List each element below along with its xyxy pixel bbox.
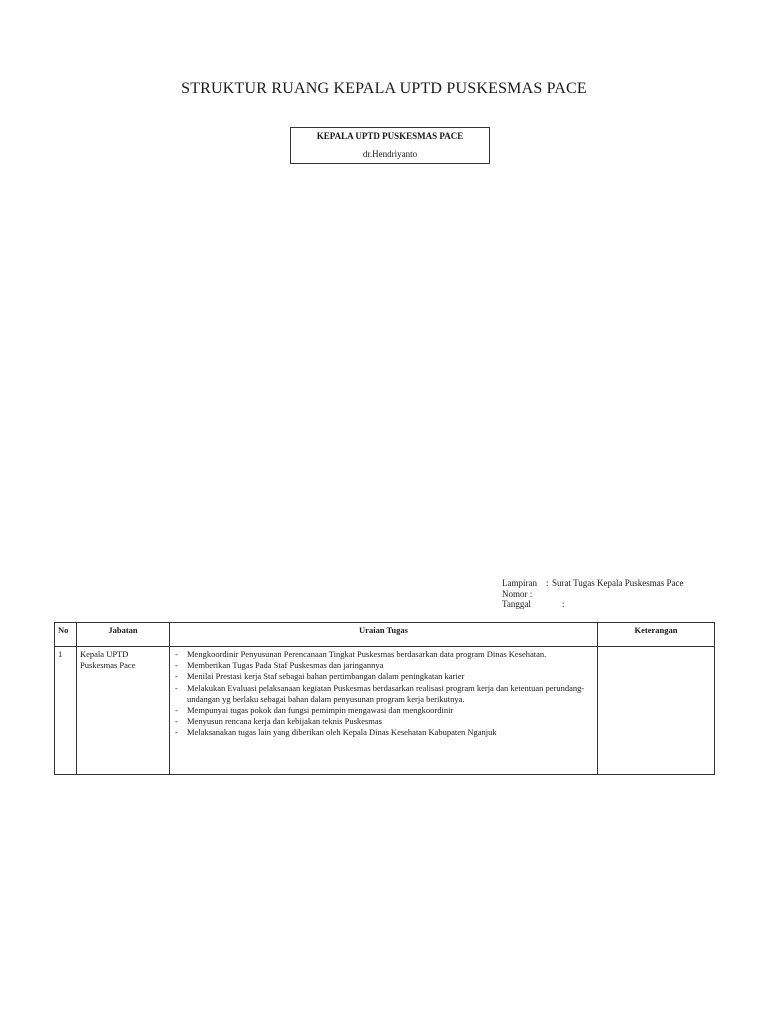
attachment-lampiran-row bbox=[502, 578, 684, 589]
task-item: - Menilai Prestasi kerja Staf sebagai bahan pertimbangan dalam peningkatan karier bbox=[173, 671, 594, 682]
task-item: - Mengkoordinir Penyusunan Perencanaan Tingkat Puskesmas berdasarkan data program Dinas Kesehatan. bbox=[173, 649, 594, 660]
head-role: KEPALA UPTD PUSKESMAS PACE bbox=[316, 131, 464, 141]
cell-no: 1 bbox=[55, 647, 77, 775]
task-list bbox=[173, 649, 594, 739]
header-no: No bbox=[55, 623, 77, 647]
table-row bbox=[55, 647, 715, 775]
nomor-label: Nomor bbox=[502, 588, 528, 599]
lampiran-colon: : bbox=[546, 578, 549, 588]
task-item: - Melakukan Evaluasi pelaksanaan kegiatan Puskesmas berdasarkan realisasi program kerja dan ketentuan perundang-undangan yg berlaku sebagai bahan dalam penyusunan program kerja berikutnya. bbox=[173, 683, 594, 705]
org-head-box bbox=[290, 127, 490, 164]
cell-uraian bbox=[170, 647, 598, 775]
task-item: - Melaksanakan tugas lain yang diberikan oleh Kepala Dinas Kesehatan Kabupaten Nganjuk bbox=[173, 727, 594, 738]
attachment-tanggal-row bbox=[502, 599, 684, 610]
task-item: - Menyusun rencana kerja dan kebijakan teknis Puskesmas bbox=[173, 716, 594, 727]
header-uraian: Uraian Tugas bbox=[170, 623, 598, 647]
table-header-row bbox=[55, 623, 715, 647]
task-item: - Mempunyai tugas pokok dan fungsi pemimpin mengawasi dan mengkoordinir bbox=[173, 705, 594, 716]
tanggal-colon: : bbox=[562, 599, 565, 609]
tanggal-label: Tanggal bbox=[502, 599, 531, 609]
duty-table bbox=[54, 622, 715, 775]
attachment-block bbox=[502, 578, 684, 610]
lampiran-value: Surat Tugas Kepala Puskesmas Pace bbox=[552, 578, 684, 588]
cell-jabatan: Kepala UPTD Puskesmas Pace bbox=[77, 647, 170, 775]
task-item: - Memberikan Tugas Pada Staf Puskesmas dan jaringannya bbox=[173, 660, 594, 671]
attachment-nomor-row bbox=[502, 589, 684, 600]
page-title: STRUKTUR RUANG KEPALA UPTD PUSKESMAS PACE bbox=[181, 80, 587, 97]
cell-keterangan bbox=[598, 647, 715, 775]
header-keterangan: Keterangan bbox=[598, 623, 715, 647]
header-jabatan: Jabatan bbox=[77, 623, 170, 647]
nomor-colon: : bbox=[527, 588, 533, 599]
lampiran-label: Lampiran bbox=[502, 578, 537, 588]
head-person: dr.Hendriyanto bbox=[362, 149, 418, 159]
